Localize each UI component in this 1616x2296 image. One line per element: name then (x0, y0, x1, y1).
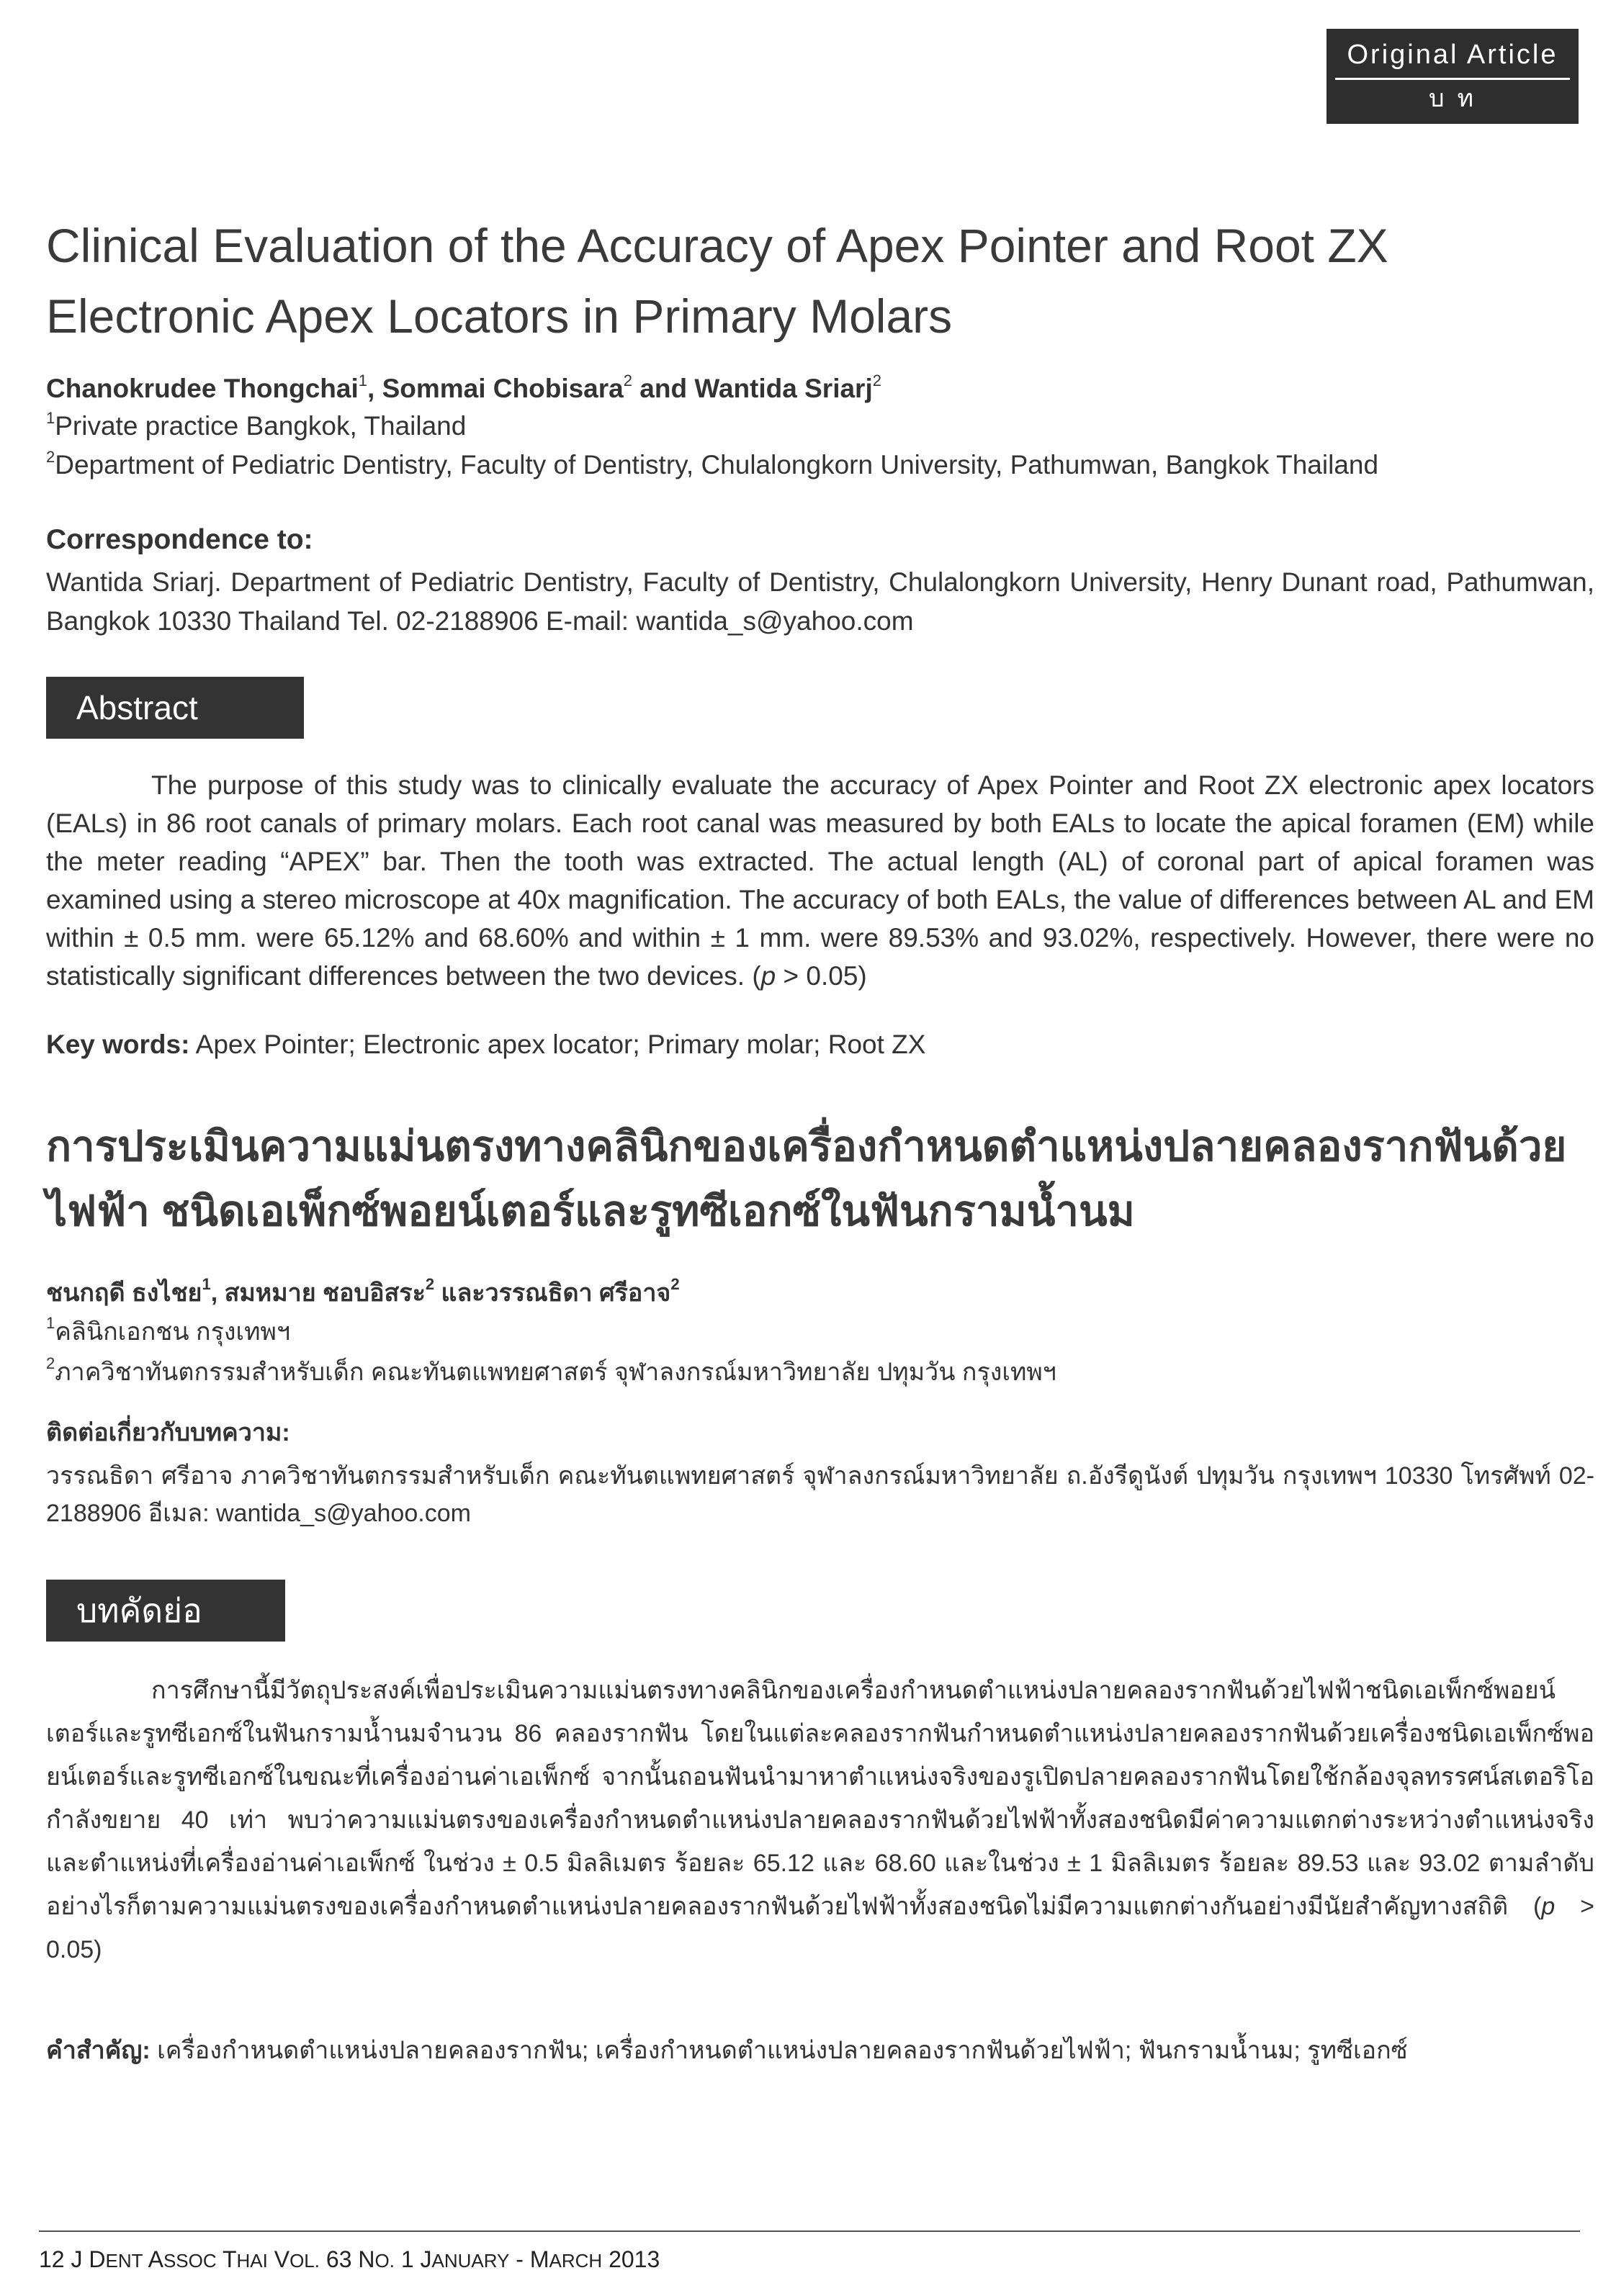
thai-affiliation-2 (46, 1352, 1056, 1391)
author-1: Chanokrudee Thongchai (46, 374, 359, 403)
thai-authors (46, 1273, 680, 1312)
thai-affil-2-text: ภาควิชาทันตกรรมสำหรับเด็ก คณะทันตแพทยศาสตร์ จุฬาลงกรณ์มหาวิทยาลัย ปทุมวัน กรุงเทพฯ (55, 1359, 1056, 1386)
citation-ol: OL. (289, 2250, 320, 2272)
citation-issue: 1 (394, 2246, 421, 2272)
article-type-th: บทวิทยาการ (1362, 85, 1553, 150)
citation-dash: - (509, 2246, 530, 2272)
citation-year: 2013 (602, 2246, 660, 2272)
thai-title (46, 1115, 1594, 1244)
thai-author-3: และวรรณธิดา ศรีอาจ (434, 1279, 671, 1307)
citation-anuary: ANUARY (431, 2250, 510, 2272)
thai-abstract-heading: บทคัดย่อ (46, 1580, 285, 1642)
article-type-en: Original Article (1347, 40, 1558, 70)
thai-keywords (46, 2030, 1408, 2069)
author-3: and Wantida Sriarj (632, 374, 873, 403)
page-number: 12 (39, 2246, 65, 2272)
thai-author-2-sup: 2 (425, 1275, 435, 1293)
citation-month-m: M (529, 2246, 549, 2272)
footer-rule (39, 2230, 1580, 2232)
abstract-body (46, 766, 1594, 995)
abstract-text-end: > 0.05) (776, 961, 867, 991)
thai-correspondence-label: ติดต่อเกี่ยวกับบทความ: (46, 1419, 290, 1446)
thai-author-2: , สมหมาย ชอบอิสระ (210, 1279, 426, 1307)
thai-keywords-text: เครื่องกำหนดตำแหน่งปลายคลองรากฟัน; เครื่องกำหนดตำแหน่งปลายคลองรากฟันด้วยไฟฟ้า; ฟันกรามน้ำนม; รูทซีเอกซ์ (150, 2037, 1408, 2064)
author-2-sup: 2 (623, 372, 632, 390)
citation-j-d: J D (71, 2246, 106, 2272)
thai-title-line1: การประเมินความแม่นตรงทางคลินิกของเครื่องกำหนดตำแหน่งปลายคลองรากฟันด้วย (46, 1123, 1567, 1170)
journal-citation (71, 2246, 660, 2272)
thai-abstract-text-end: > 0.05) (46, 1893, 1594, 1963)
author-2: , Sommai Chobisara (367, 374, 624, 403)
abstract-text: The purpose of this study was to clinically evaluate the accuracy of Apex Pointer and Root ZX electronic apex locators (EALs) in 86 root canals of primary molars. Each root canal was measured by both EALs to locate the apical foramen (EM) while the meter reading “APEX” bar. Then the tooth was extracted. The actual length (AL) of coronal part of apical foramen was examined using a stereo microscope at 40x magnification. The accuracy of both EALs, the value of differences between AL and EM within ± 0.5 mm. were 65.12% and 68.60% and within ± 1 mm. were 89.53% and 93.02%, respectively. However, there were no statistically significant differences between the two devices. ( (46, 770, 1594, 991)
author-1-sup: 1 (358, 372, 368, 390)
thai-abstract-p-symbol: p (1541, 1893, 1556, 1920)
thai-affil-1-sup: 1 (46, 1314, 55, 1332)
thai-abstract-text: การศึกษานี้มีวัตถุประสงค์เพื่อประเมินความแม่นตรงทางคลินิกของเครื่องกำหนดตำแหน่งปลายคลองรากฟันด้วยไฟฟ้าชนิดเอเพ็กซ์พอยน์เตอร์และรูทซีเอกซ์ในฟันกรามน้ำนมจำนวน 86 คลองรากฟัน โดยในแต่ละคลองรากฟันกำหนดตำแหน่งปลายคลองรากฟันด้วยเครื่องชนิดเอเพ็กซ์พอยน์เตอร์และรูทซีเอกซ์ในขณะที่เครื่องอ่านค่าเอเพ็กซ์ จากนั้นถอนฟันนำมาหาตำแหน่งจริงของรูเปิดปลายคลองรากฟันโดยใช้กล้องจุลทรรศน์สเตอริโอกำลังขยาย 40 เท่า พบว่าความแม่นตรงของเครื่องกำหนดตำแหน่งปลายคลองรากฟันด้วยไฟฟ้าทั้งสองชนิดมีค่าความแตกต่างระหว่างตำแหน่งจริงและตำแหน่งที่เครื่องอ่านค่าเอเพ็กซ์ ในช่วง ± 0.5 มิลลิเมตร ร้อยละ 65.12 และ 68.60 และในช่วง ± 1 มิลลิเมตร ร้อยละ 89.53 และ 93.02 ตามลำดับ อย่างไรก็ตามความแม่นตรงของเครื่องกำหนดตำแหน่งปลายคลองรากฟันด้วยไฟฟ้าทั้งสองชนิดไม่มีความแตกต่างกันอย่างมีนัยสำคัญทางสถิติ ( (46, 1677, 1594, 1920)
english-title-line1: Clinical Evaluation of the Accuracy of Apex Pointer and Root ZX (46, 219, 1388, 272)
citation-ssoc: SSOC (163, 2250, 217, 2272)
thai-author-1-sup: 1 (202, 1275, 211, 1293)
citation-month-j: J (420, 2246, 432, 2272)
affil-1-sup: 1 (46, 409, 55, 427)
thai-author-3-sup: 2 (670, 1275, 680, 1293)
citation-ent: ENT (105, 2250, 143, 2272)
author-3-sup: 2 (872, 372, 881, 390)
affil-1-text: Private practice Bangkok, Thailand (55, 411, 467, 441)
keywords-text: Apex Pointer; Electronic apex locator; Primary molar; Root ZX (189, 1030, 926, 1059)
citation-volume: 63 (320, 2246, 359, 2272)
journal-footer (39, 2246, 660, 2273)
thai-author-1: ชนกฤดี ธงไชย (46, 1279, 202, 1307)
abstract-heading: Abstract (46, 677, 304, 739)
english-keywords (46, 1030, 925, 1060)
thai-title-line2: ไฟฟ้า ชนิดเอเพ็กซ์พอยน์เตอร์และรูทซีเอกซ์ในฟันกรามน้ำนม (46, 1188, 1135, 1235)
thai-affiliation-1 (46, 1312, 290, 1351)
thai-abstract-body (46, 1669, 1594, 1971)
correspondence-label: Correspondence to: (46, 524, 313, 555)
english-authors (46, 372, 881, 404)
citation-hai: HAI (236, 2250, 268, 2272)
english-title-line2: Electronic Apex Locators in Primary Molars (46, 289, 953, 343)
correspondence-text: Wantida Sriarj. Department of Pediatric Dentistry, Faculty of Dentistry, Chulalongkorn University, Henry Dunant road, Pathumwan, Bangkok 10330 Thailand Tel. 02-2188906 E-mail: wantida_s@yahoo.com (46, 567, 1594, 636)
citation-t: T (216, 2246, 237, 2272)
thai-affil-2-sup: 2 (46, 1354, 55, 1372)
thai-keywords-label: คำสำคัญ: (46, 2037, 151, 2064)
article-type-badge (1327, 29, 1579, 150)
english-title (46, 210, 1594, 351)
citation-n: N (358, 2246, 375, 2272)
citation-v: V (267, 2246, 290, 2272)
affil-2-sup: 2 (46, 448, 55, 466)
english-affiliation-1 (46, 409, 466, 441)
thai-correspondence-text: วรรณธิดา ศรีอาจ ภาควิชาทันตกรรมสำหรับเด็ก คณะทันตแพทยศาสตร์ จุฬาลงกรณ์มหาวิทยาลัย ถ.อังรีดูนังต์ ปทุมวัน กรุงเทพฯ 10330 โทรศัพท์ 02-2188906 อีเมล: wantida_s@yahoo.com (46, 1462, 1595, 1527)
affil-2-text: Department of Pediatric Dentistry, Faculty of Dentistry, Chulalongkorn University, Pathumwan, Bangkok Thailand (55, 450, 1379, 480)
keywords-label: Key words: (46, 1030, 190, 1059)
citation-arch: ARCH (549, 2250, 603, 2272)
citation-o: O. (374, 2250, 395, 2272)
english-affiliation-2 (46, 448, 1378, 480)
abstract-p-symbol: p (760, 961, 776, 991)
citation-a: A (143, 2246, 163, 2272)
thai-affil-1-text: คลินิกเอกชน กรุงเทพฯ (55, 1318, 291, 1346)
